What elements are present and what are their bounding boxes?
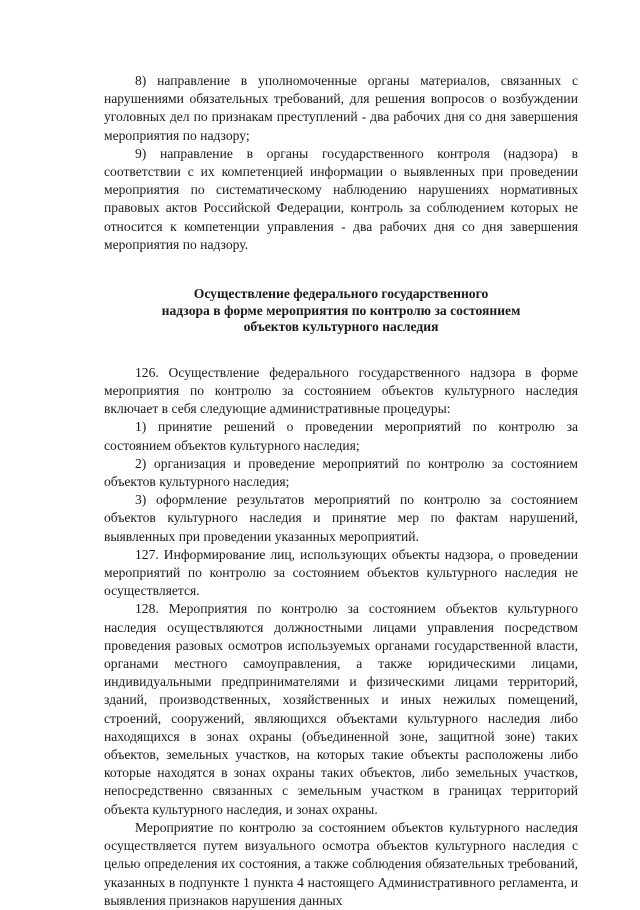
- paragraph-procedure-1: 1) принятие решений о проведении мероприятий по контролю за состоянием объектов культурного наследия;: [104, 419, 578, 453]
- paragraph-128: 128. Мероприятия по контролю за состоянием объектов культурного наследия осуществляются должностными лицами управления посредством проведения разовых осмотров используемых органами государственной власти, органами местного самоуправления, а также юридическими лицами, индивидуальными предпринимателями и физическими лицами территорий, зданий, производственных, хозяйственных и иных нежилых помещений, строений, сооружений, являющихся объектами культурного наследия либо находящихся в зонах охраны (объединенной зоне, защитной зоне) таких объектов, земельных участков, на которых такие объекты расположены либо которые находятся в зонах охраны таких объектов, либо земельных участков, непосредственно связанных с земельным участком в границах территорий объекта культурного наследия, и зонах охраны.: [104, 601, 578, 817]
- paragraph-inspection: Мероприятие по контролю за состоянием объектов культурного наследия осуществляется путем визуального осмотра объектов культурного наследия с целью определения их состояния, а также соблюдения обязательных требований, указанных в подпункте 1 пункта 4 настоящего Административного регламента, и выявления признаков нарушения данных: [104, 819, 578, 908]
- document-page: [104, 72, 578, 910]
- section-heading: [104, 286, 578, 336]
- paragraph-126: 126. Осуществление федерального государственного надзора в форме мероприятия по контролю за состоянием объектов культурного наследия включает в себя следующие административные процедуры:: [104, 364, 578, 417]
- section-heading-line-1: Осуществление федерального государственного: [193, 286, 489, 302]
- section-heading-line-2: надзора в форме мероприятия по контролю за состоянием: [161, 302, 521, 318]
- paragraphs-bottom: [104, 364, 578, 910]
- paragraph-procedure-3: 3) оформление результатов мероприятий по контролю за состоянием объектов культурного наследия и принятие мер по фактам нарушений, выявленных при проведении указанных мероприятий.: [104, 492, 578, 544]
- paragraph-item-8: 8) направление в уполномоченные органы материалов, связанных с нарушениями обязательных требований, для решения вопросов о возбуждении уголовных дел по признакам преступлений - два рабочих дня со дня завершения мероприятия по надзору;: [104, 73, 578, 143]
- paragraphs-top: [104, 72, 578, 254]
- paragraph-item-9: 9) направление в органы государственного контроля (надзора) в соответствии с их компетенцией информации о выявленных при проведении мероприятия по систематическому наблюдению нарушениях нормативных правовых актов Российской Федерации, контроль за соблюдением которых не относится к компетенции управления - два рабочих дня со дня завершения мероприятия по надзору.: [104, 145, 578, 252]
- paragraph-procedure-2: 2) организация и проведение мероприятий по контролю за состоянием объектов культурного наследия;: [104, 455, 578, 490]
- paragraph-127: 127. Информирование лиц, использующих объекты надзора, о проведении мероприятий по контролю за состоянием объектов культурного наследия не осуществляется.: [104, 546, 578, 599]
- section-heading-line-3: объектов культурного наследия: [243, 319, 439, 335]
